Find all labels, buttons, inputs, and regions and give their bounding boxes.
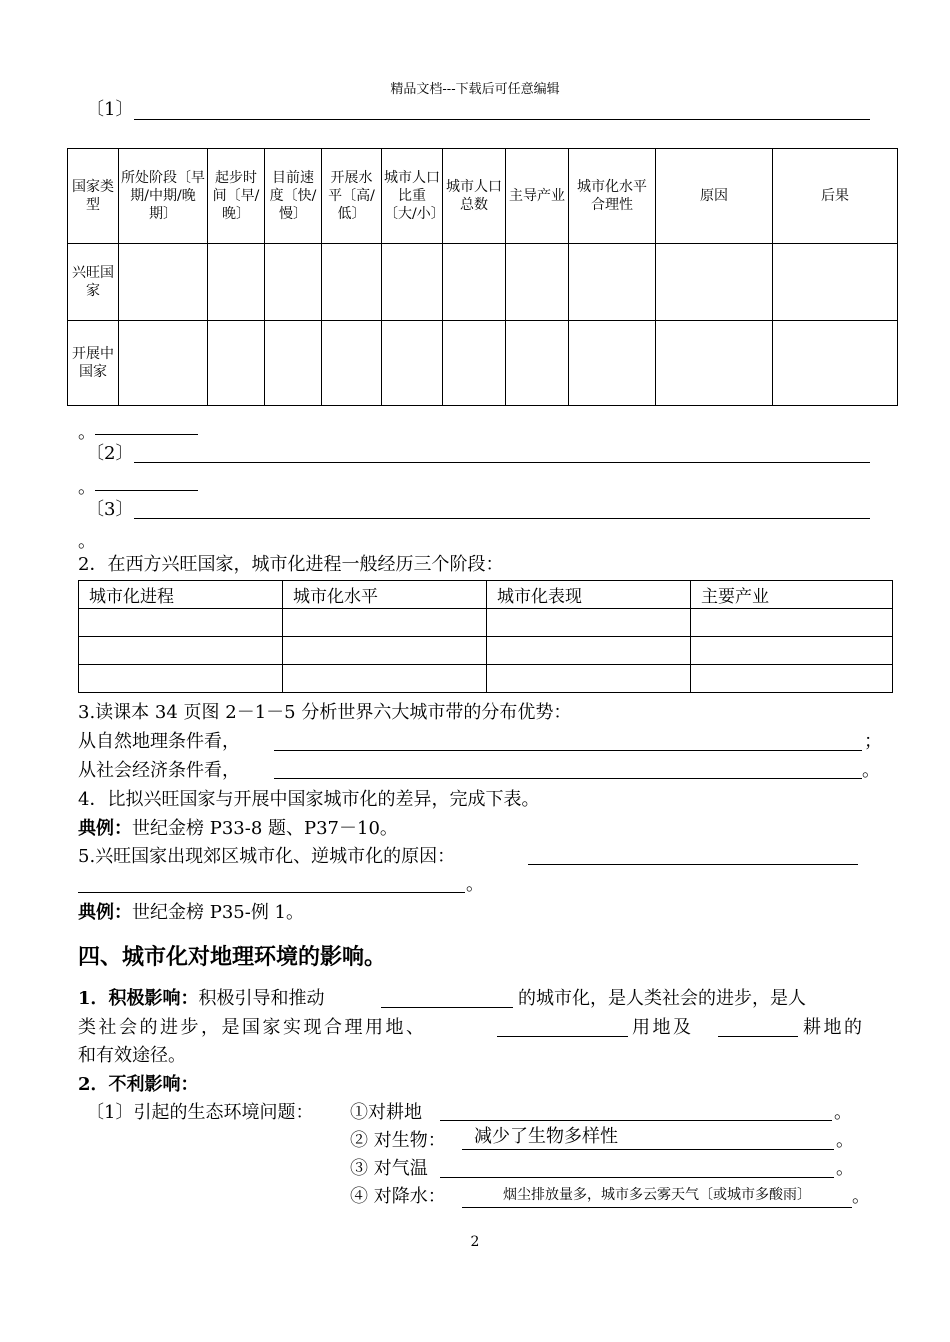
example-1: 典例：世纪金榜 P33-8 题、P37－10。 [78,818,398,839]
th-main-industry: 主要产业 [691,581,893,609]
positive-blank-2 [497,1036,628,1037]
item-2-text: 2．在西方兴旺国家，城市化进程一般经历三个阶段： [78,554,504,575]
th-process: 城市化进程 [79,581,283,609]
period-mark: 。 [836,1130,854,1151]
period-mark: 。 [834,1102,852,1123]
comparison-table [67,148,898,406]
natural-answer-line [274,750,862,751]
period-mark: 。 [862,760,880,781]
effect-biology: ② 对生物： [350,1130,446,1151]
negative-heading: 2．不利影响： [78,1074,199,1095]
effect-precipitation: ④ 对降水： [350,1186,446,1207]
th-urban-ratio: 城市人口比重〔大/小〕 [382,149,443,244]
social-conditions-label: 从社会经济条件看， [78,760,240,781]
table-row [79,637,893,665]
table-row [79,665,893,693]
positive-line-1-cont: 的城市化，是人类社会的进步，是人 [518,988,806,1009]
effect-farmland: ①对耕地 [350,1102,422,1123]
page-header: 精品文档---下载后可任意编辑 [390,82,560,97]
th-start-time: 起步时间〔早/晚〕 [208,149,265,244]
effect-farmland-line [440,1120,832,1121]
period-mark: 。 [852,1186,870,1207]
th-result: 后果 [773,149,898,244]
item-5-answer-line-2 [78,892,465,893]
effect-biology-answer: 减少了生物多样性 [462,1125,834,1150]
table-row [79,609,893,637]
q3-label: 〔3〕 [86,499,134,520]
section-4-heading: 四、城市化对地理环境的影响。 [78,944,387,970]
positive-line-2-mid: 用地及 [632,1017,694,1038]
row-developed: 兴旺国家 [68,244,119,321]
th-urban-pop: 城市人口总数 [443,149,506,244]
th-performance: 城市化表现 [487,581,691,609]
th-stage: 所处阶段〔早期/中期/晚期〕 [119,149,208,244]
th-level: 城市化水平 [283,581,487,609]
negative-1-text: 〔1〕引起的生态环境问题： [86,1102,314,1123]
q1-label: 〔1〕 [86,99,134,120]
positive-blank-1 [381,1007,513,1008]
q3-answer-line [134,518,870,519]
item-5-text: 5.兴旺国家出现郊区城市化、逆城市化的原因： [78,846,456,867]
positive-line-3: 和有效途径。 [78,1045,186,1066]
row-developing: 开展中国家 [68,321,119,406]
item-4-text: 4．比拟兴旺国家与开展中国家城市化的差异，完成下表。 [78,789,540,810]
social-answer-line [274,778,862,779]
item-3-text: 3.读课本 34 页图 2－1－5 分析世界六大城市带的分布优势： [78,702,572,723]
item-5-answer-line [528,864,858,865]
short-line [95,490,198,491]
example-2: 典例：世纪金榜 P35-例 1。 [78,902,304,923]
urbanization-stage-table [78,580,893,693]
effect-temperature: ③ 对气温 [350,1158,428,1179]
positive-line-2: 类社会的进步，是国家实现合理用地、 [78,1017,427,1038]
th-industry: 主导产业 [506,149,569,244]
page-number: 2 [470,1234,480,1250]
positive-line-1: 1．积极影响：积极引导和推动 [78,988,325,1009]
q2-answer-line [134,462,870,463]
table-row [68,321,898,406]
positive-line-2-end: 耕地的 [803,1017,865,1038]
effect-precipitation-answer: 烟尘排放量多，城市多云雾天气〔或城市多酸雨〕 [462,1183,852,1208]
q1-answer-line [134,119,870,120]
th-rationality: 城市化水平合理性 [569,149,656,244]
period-mark: 。 [78,422,96,443]
th-speed: 目前速度〔快/慢〕 [265,149,322,244]
period-mark: 。 [78,531,96,552]
positive-blank-3 [718,1036,798,1037]
q2-label: 〔2〕 [86,443,134,464]
period-mark: 。 [78,477,96,498]
semicolon: ； [864,731,882,752]
effect-temperature-line [440,1177,834,1178]
period-mark: 。 [836,1158,854,1179]
natural-conditions-label: 从自然地理条件看， [78,731,240,752]
th-country-type: 国家类型 [68,149,119,244]
period-mark: 。 [466,874,484,895]
th-level: 开展水平〔高/低〕 [322,149,382,244]
th-reason: 原因 [656,149,773,244]
short-line [95,434,198,435]
table-row [68,244,898,321]
